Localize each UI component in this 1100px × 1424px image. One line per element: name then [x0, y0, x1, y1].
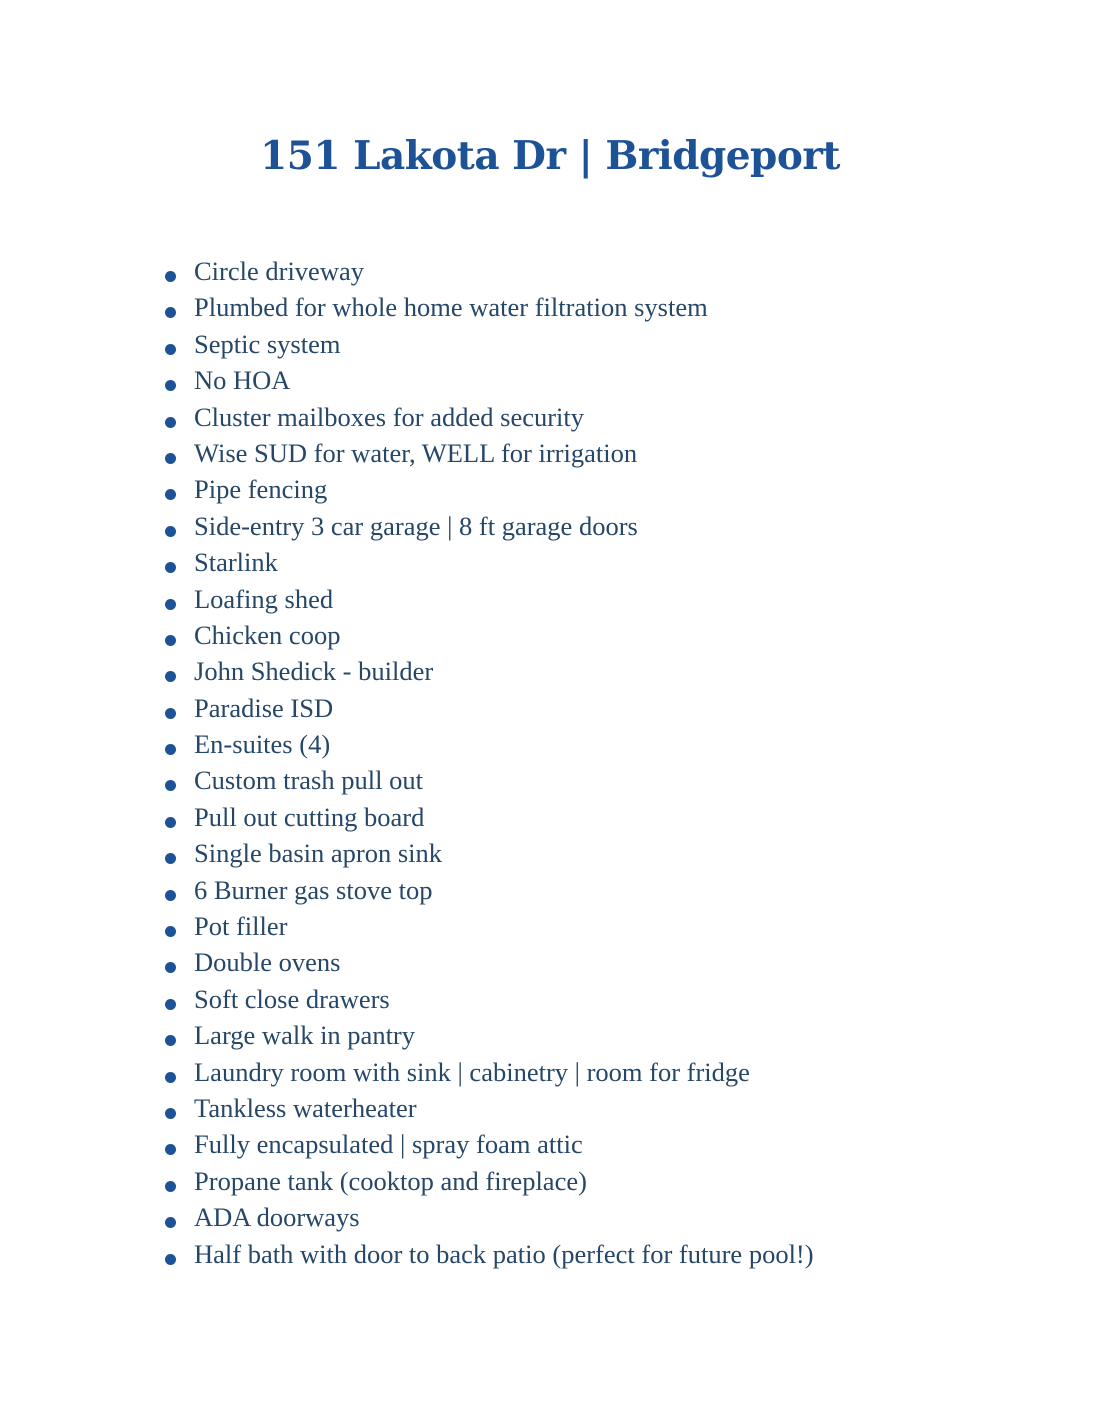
- bullet-icon: [165, 744, 176, 755]
- list-item: [160, 944, 1060, 980]
- list-item-text: Wise SUD for water, WELL for irrigation: [194, 437, 638, 468]
- list-item-text: Tankless waterheater: [194, 1092, 417, 1123]
- list-item: [160, 544, 1060, 580]
- bullet-icon: [165, 344, 176, 355]
- list-item: [160, 1017, 1060, 1053]
- list-item-text: Single basin apron sink: [194, 838, 443, 869]
- list-item: [160, 581, 1060, 617]
- bullet-icon: [165, 635, 176, 646]
- list-item-text: En-suites (4): [194, 729, 331, 760]
- bullet-icon: [165, 926, 176, 937]
- list-item-text: Pipe fencing: [194, 474, 328, 505]
- list-item-text: Double ovens: [194, 947, 341, 978]
- list-item: [160, 362, 1060, 398]
- bullet-icon: [165, 708, 176, 719]
- list-item-text: Half bath with door to back patio (perfect for future pool!): [194, 1238, 814, 1269]
- bullet-icon: [165, 999, 176, 1010]
- list-item: [160, 1163, 1060, 1199]
- list-item-text: No HOA: [194, 365, 291, 396]
- list-item: [160, 872, 1060, 908]
- list-item-text: Large walk in pantry: [194, 1020, 416, 1051]
- list-item: [160, 799, 1060, 835]
- page-title: 151 Lakota Dr | Bridgeport: [260, 133, 840, 179]
- list-item-text: Soft close drawers: [194, 983, 390, 1014]
- bullet-icon: [165, 1072, 176, 1083]
- list-item-text: Starlink: [194, 547, 278, 578]
- list-item-text: Plumbed for whole home water filtration system: [194, 292, 708, 323]
- bullet-icon: [165, 271, 176, 282]
- bullet-icon: [165, 890, 176, 901]
- bullet-icon: [165, 526, 176, 537]
- bullet-icon: [165, 1217, 176, 1228]
- list-item: [160, 508, 1060, 544]
- list-item-text: Chicken coop: [194, 619, 341, 650]
- list-item: [160, 326, 1060, 362]
- list-item: [160, 1054, 1060, 1090]
- list-item-text: John Shedick - builder: [194, 656, 434, 687]
- list-item: [160, 289, 1060, 325]
- list-item-text: Circle driveway: [194, 256, 364, 286]
- list-item-text: ADA doorways: [194, 1202, 360, 1233]
- bullet-icon: [165, 1108, 176, 1119]
- bullet-icon: [165, 307, 176, 318]
- list-item: [160, 435, 1060, 471]
- bullet-icon: [165, 962, 176, 973]
- list-item-text: Custom trash pull out: [194, 765, 423, 796]
- list-item: [160, 690, 1060, 726]
- list-item: [160, 253, 1060, 289]
- list-item: [160, 1126, 1060, 1162]
- bullet-icon: [165, 453, 176, 464]
- bullet-icon: [165, 380, 176, 391]
- bullet-icon: [165, 417, 176, 428]
- list-item-text: Septic system: [194, 328, 341, 359]
- bullet-icon: [165, 1144, 176, 1155]
- list-item-text: Fully encapsulated | spray foam attic: [194, 1129, 583, 1160]
- bullet-icon: [165, 562, 176, 573]
- bullet-icon: [165, 817, 176, 828]
- bullet-icon: [165, 853, 176, 864]
- list-item-text: Paradise ISD: [194, 692, 334, 723]
- list-item-text: Pull out cutting board: [194, 801, 425, 832]
- list-item: [160, 1199, 1060, 1235]
- list-item-text: Laundry room with sink | cabinetry | room for fridge: [194, 1056, 750, 1087]
- bullet-icon: [165, 1254, 176, 1265]
- bullet-icon: [165, 489, 176, 500]
- list-item: [160, 1090, 1060, 1126]
- list-item: [160, 653, 1060, 689]
- list-item: [160, 726, 1060, 762]
- list-item-text: Pot filler: [194, 911, 288, 942]
- bullet-icon: [165, 599, 176, 610]
- list-item: [160, 1236, 1060, 1272]
- list-item: [160, 617, 1060, 653]
- bullet-icon: [165, 780, 176, 791]
- list-item: [160, 835, 1060, 871]
- bullet-icon: [165, 671, 176, 682]
- list-item-text: 6 Burner gas stove top: [194, 874, 433, 905]
- list-item: [160, 908, 1060, 944]
- list-item: [160, 762, 1060, 798]
- list-item-text: Side-entry 3 car garage | 8 ft garage doors: [194, 510, 638, 541]
- list-item: [160, 981, 1060, 1017]
- list-item-text: Propane tank (cooktop and fireplace): [194, 1165, 587, 1196]
- list-item: [160, 399, 1060, 435]
- list-item-text: Loafing shed: [194, 583, 334, 614]
- bullet-icon: [165, 1181, 176, 1192]
- bullet-icon: [165, 1035, 176, 1046]
- list-item: [160, 471, 1060, 507]
- feature-list: [160, 253, 1060, 1272]
- list-item-text: Cluster mailboxes for added security: [194, 401, 585, 432]
